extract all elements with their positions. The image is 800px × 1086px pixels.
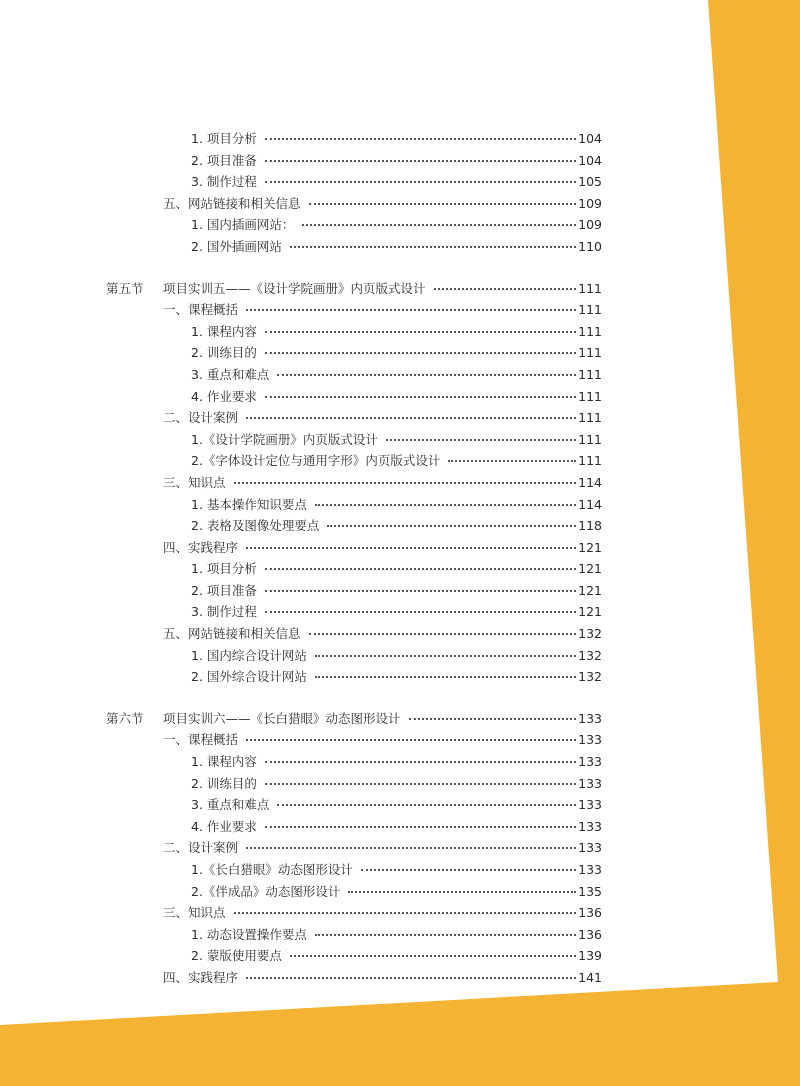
dot-leader	[265, 136, 576, 140]
toc-entry[interactable]	[106, 236, 602, 258]
toc-entry[interactable]	[106, 623, 602, 645]
toc-entry-page: 132	[578, 669, 602, 685]
dot-leader	[234, 480, 577, 484]
toc-entry-title: 3. 制作过程	[191, 604, 257, 620]
dot-leader	[409, 716, 577, 720]
toc-entry[interactable]	[106, 601, 602, 623]
toc-entry-page: 133	[578, 710, 602, 726]
toc-entry-title: 1. 国内插画网站：	[191, 217, 295, 233]
dot-leader	[348, 889, 576, 893]
toc-entry[interactable]	[106, 558, 602, 580]
toc-entry-title: 二、设计案例	[163, 410, 239, 426]
toc-entry-title: 2. 国外插画网站	[191, 238, 282, 254]
toc-entry[interactable]	[106, 773, 602, 795]
toc-entry[interactable]	[106, 967, 602, 989]
dot-leader	[265, 824, 576, 828]
toc-entry-page: 111	[578, 453, 602, 469]
toc-entry[interactable]	[106, 580, 602, 602]
toc-entry-page: 111	[578, 302, 602, 318]
dot-leader	[265, 588, 576, 592]
toc-entry-title: 2. 项目准备	[191, 582, 257, 598]
toc-entry-title: 一、课程概括	[163, 302, 239, 318]
toc-entry[interactable]	[106, 342, 602, 364]
dot-leader	[386, 437, 576, 441]
toc-entry[interactable]	[106, 321, 602, 343]
toc-entry[interactable]	[106, 214, 602, 236]
toc-entry-title: 一、课程概括	[163, 732, 239, 748]
toc-entry-page: 118	[578, 518, 602, 534]
toc-entry[interactable]	[106, 645, 602, 667]
dot-leader	[448, 458, 576, 462]
toc-entry-page: 111	[578, 366, 602, 382]
toc-entry-title: 2. 训练目的	[191, 775, 257, 791]
toc-entry-page: 133	[578, 732, 602, 748]
toc-entry-page: 133	[578, 840, 602, 856]
dot-leader	[315, 674, 576, 678]
toc-entry-title: 四、实践程序	[163, 539, 239, 555]
toc-entry-page: 104	[578, 131, 602, 146]
dot-leader	[290, 953, 576, 957]
toc-entry-title: 三、知识点	[163, 905, 226, 921]
toc-entry-title: 2. 训练目的	[191, 345, 257, 361]
toc-entry[interactable]	[106, 494, 602, 516]
toc-entry-page: 136	[578, 905, 602, 921]
toc-entry-title: 2. 国外综合设计网站	[191, 669, 307, 685]
toc-entry-page: 133	[578, 818, 602, 834]
dot-leader	[246, 307, 576, 311]
dot-leader	[246, 975, 576, 979]
dot-leader	[277, 802, 576, 806]
toc-entry-title: 1. 国内综合设计网站	[191, 647, 307, 663]
toc-entry-page: 111	[578, 345, 602, 361]
toc-entry-title: 1. 项目分析	[191, 131, 257, 146]
dot-leader	[246, 845, 576, 849]
table-of-contents	[106, 128, 602, 989]
dot-leader	[315, 932, 576, 936]
toc-entry-page: 121	[578, 539, 602, 555]
toc-entry-title: 2. 蒙版使用要点	[191, 948, 282, 964]
toc-section-heading[interactable]	[106, 708, 602, 730]
toc-entry[interactable]	[106, 924, 602, 946]
toc-entry-page: 133	[578, 797, 602, 813]
toc-entry-title: 4. 作业要求	[191, 388, 257, 404]
dot-leader	[246, 415, 576, 419]
dot-leader	[434, 286, 577, 290]
toc-entry-title: 五、网站链接和相关信息	[163, 626, 301, 642]
toc-entry[interactable]	[106, 794, 602, 816]
dot-leader	[234, 910, 577, 914]
toc-entry[interactable]	[106, 537, 602, 559]
dot-leader	[302, 222, 576, 226]
toc-entry-title: 3. 重点和难点	[191, 366, 270, 382]
toc-entry-title: 二、设计案例	[163, 840, 239, 856]
toc-entry[interactable]	[106, 472, 602, 494]
toc-entry-title: 三、知识点	[163, 474, 226, 490]
toc-entry[interactable]	[106, 945, 602, 967]
toc-entry-title: 1.《长白猎眼》动态图形设计	[191, 862, 353, 877]
dot-leader	[265, 759, 576, 763]
toc-entry-page: 135	[578, 883, 602, 899]
dot-leader	[315, 502, 576, 506]
toc-entry-page: 121	[578, 561, 602, 577]
toc-entry[interactable]	[106, 128, 602, 150]
toc-entry[interactable]	[106, 193, 602, 215]
toc-entry[interactable]	[106, 150, 602, 172]
toc-entry-page: 136	[578, 926, 602, 942]
toc-entry-title: 1. 基本操作知识要点	[191, 496, 307, 512]
toc-entry[interactable]	[106, 666, 602, 688]
dot-leader	[265, 394, 576, 398]
toc-entry-title: 1. 项目分析	[191, 561, 257, 577]
toc-entry-title: 2. 表格及图像处理要点	[191, 518, 320, 534]
toc-entry-page: 133	[578, 754, 602, 770]
toc-entry-page: 133	[578, 775, 602, 791]
toc-entry[interactable]	[106, 299, 602, 321]
toc-entry-page: 105	[578, 174, 602, 190]
toc-entry-title: 1.《设计学院画册》内页版式设计	[191, 431, 378, 447]
dot-leader	[246, 545, 576, 549]
toc-entry-title: 1. 课程内容	[191, 754, 257, 770]
toc-entry-title: 3. 重点和难点	[191, 797, 270, 813]
toc-entry-title: 2.《伴成品》动态图形设计	[191, 883, 341, 899]
toc-entry-page: 132	[578, 626, 602, 642]
toc-entry-title: 2.《字体设计定位与通用字形》内页版式设计	[191, 453, 441, 469]
dot-leader	[265, 566, 576, 570]
toc-entry-title: 3. 制作过程	[191, 174, 257, 190]
toc-entry-page: 121	[578, 582, 602, 598]
toc-entry-title: 4. 作业要求	[191, 818, 257, 834]
toc-entry-page: 104	[578, 152, 602, 168]
toc-entry-page: 133	[578, 862, 602, 877]
toc-entry-page: 111	[578, 388, 602, 404]
toc-entry[interactable]	[106, 515, 602, 537]
section-label: 第六节	[106, 710, 144, 726]
toc-entry-page: 111	[578, 280, 602, 296]
toc-entry-page: 111	[578, 410, 602, 426]
dot-leader	[246, 737, 576, 741]
toc-entry-title: 2. 项目准备	[191, 152, 257, 168]
dot-leader	[327, 523, 576, 527]
toc-entry-page: 110	[578, 238, 602, 254]
toc-entry[interactable]	[106, 429, 602, 451]
dot-leader	[265, 179, 576, 183]
toc-entry[interactable]	[106, 450, 602, 472]
toc-entry[interactable]	[106, 881, 602, 903]
toc-entry[interactable]	[106, 816, 602, 838]
toc-entry-page: 114	[578, 496, 602, 512]
dot-leader	[265, 158, 576, 162]
toc-entry[interactable]	[106, 171, 602, 193]
dot-leader	[309, 201, 577, 205]
toc-entry-title: 项目实训六——《长白猎眼》动态图形设计	[163, 710, 401, 726]
toc-entry[interactable]	[106, 364, 602, 386]
toc-entry-title: 项目实训五——《设计学院画册》内页版式设计	[163, 280, 426, 296]
toc-entry[interactable]	[106, 386, 602, 408]
toc-entry-title: 四、实践程序	[163, 969, 239, 985]
dot-leader	[265, 609, 576, 613]
toc-entry-title: 1. 课程内容	[191, 323, 257, 339]
toc-entry-title: 五、网站链接和相关信息	[163, 195, 301, 211]
toc-entry[interactable]	[106, 837, 602, 859]
dot-leader	[265, 781, 576, 785]
toc-entry-title: 1. 动态设置操作要点	[191, 926, 307, 942]
toc-entry-page: 111	[578, 431, 602, 447]
toc-section-heading[interactable]	[106, 278, 602, 300]
dot-leader	[361, 867, 576, 871]
dot-leader	[315, 653, 576, 657]
toc-entry-page: 121	[578, 604, 602, 620]
toc-entry[interactable]	[106, 729, 602, 751]
toc-entry-page: 109	[578, 217, 602, 233]
dot-leader	[309, 631, 577, 635]
toc-entry-page: 114	[578, 474, 602, 490]
dot-leader	[265, 329, 576, 333]
toc-entry[interactable]	[106, 859, 602, 881]
toc-entry-page: 139	[578, 948, 602, 964]
toc-entry[interactable]	[106, 407, 602, 429]
dot-leader	[265, 350, 576, 354]
toc-entry-page: 109	[578, 195, 602, 211]
toc-entry-page: 111	[578, 323, 602, 339]
toc-entry-page: 132	[578, 647, 602, 663]
toc-entry[interactable]	[106, 902, 602, 924]
toc-entry-page: 141	[578, 969, 602, 985]
section-label: 第五节	[106, 280, 144, 296]
toc-entry[interactable]	[106, 751, 602, 773]
dot-leader	[290, 244, 576, 248]
dot-leader	[277, 372, 576, 376]
